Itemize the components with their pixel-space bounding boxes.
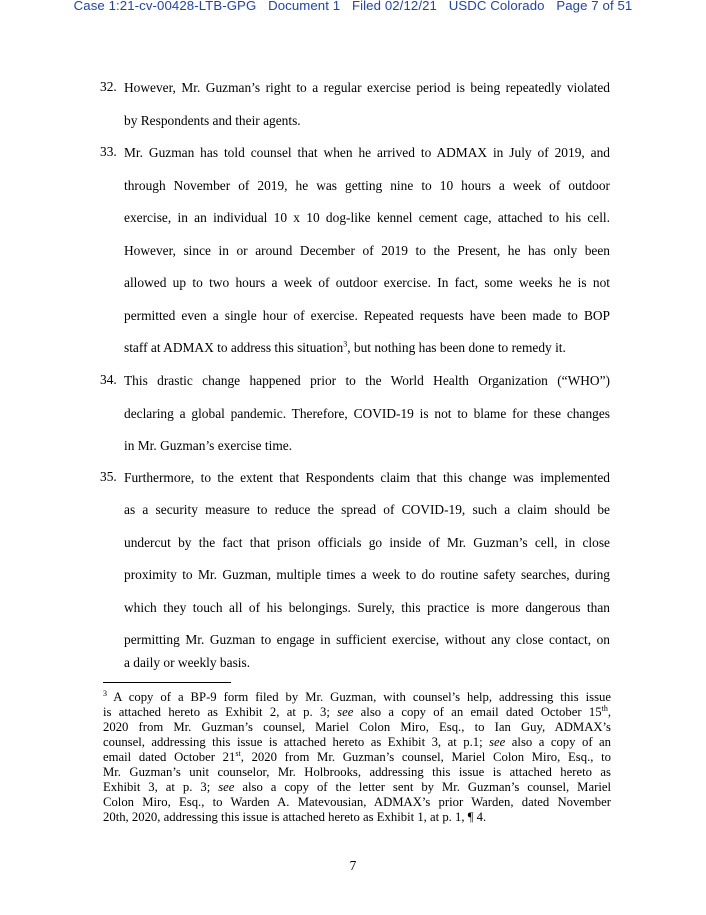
text-line: which they touch all of his belongings. Surely, this practice is more dangerous than bbox=[124, 600, 610, 615]
paragraph-number: 34. bbox=[100, 372, 117, 387]
text-line: in Mr. Guzman’s exercise time. bbox=[124, 438, 293, 453]
text-run: also a copy of the letter sent by Mr. Guzman’s counsel, Mariel bbox=[234, 780, 611, 794]
footnote-line bbox=[103, 735, 611, 750]
text-line: by Respondents and their agents. bbox=[124, 113, 301, 128]
text-line: Furthermore, to the extent that Respondents claim that this change was implemented bbox=[124, 470, 610, 485]
text-line: However, since in or around December of 2019 to the Present, he has only been bbox=[124, 243, 610, 258]
text-line: a daily or weekly basis. bbox=[124, 655, 251, 670]
footnote-line bbox=[103, 705, 611, 720]
text-run: email dated October 21 bbox=[103, 750, 236, 764]
text-run: also a copy of an bbox=[505, 735, 612, 749]
page-of: Page 7 of 51 bbox=[556, 0, 633, 13]
text-line: proximity to Mr. Guzman, multiple times a week to do routine safety searches, during bbox=[124, 567, 610, 582]
text-run: Exhibit 3, at p. 3; bbox=[103, 780, 219, 794]
case-number: Case 1:21-cv-00428-LTB-GPG bbox=[73, 0, 257, 13]
signal-see: see bbox=[218, 780, 235, 794]
text-run: , bbox=[607, 705, 611, 719]
court-name: USDC Colorado bbox=[448, 0, 545, 13]
text-run: , 2020 from Mr. Guzman’s counsel, Mariel Colon Miro, Esq., to bbox=[240, 750, 611, 764]
text-line: declaring a global pandemic. Therefore, COVID-19 is not to blame for these changes bbox=[124, 406, 610, 421]
ordinal-suffix: st bbox=[235, 748, 241, 758]
paragraph-number: 33. bbox=[100, 144, 117, 159]
text-line: However, Mr. Guzman’s right to a regular exercise period is being repeatedly violated bbox=[124, 80, 610, 95]
text-line: permitted even a single hour of exercise. Repeated requests have been made to BOP bbox=[124, 308, 610, 323]
text-run: , but nothing has been done to remedy it. bbox=[347, 340, 566, 355]
footnote-line: 20th, 2020, addressing this issue is attached hereto as Exhibit 1, at p. 1, ¶ 4. bbox=[103, 810, 487, 824]
paragraph-number: 32. bbox=[100, 79, 117, 94]
text-run: staff at ADMAX to address this situation bbox=[124, 340, 344, 355]
footnote-reference: 3 bbox=[343, 339, 348, 349]
text-run: A copy of a BP-9 form filed by Mr. Guzman, with counsel’s help, addressing this issue bbox=[107, 690, 611, 704]
footnote-line: Colon Miro, Esq., to Warden A. Matevousian, ADMAX’s prior Warden, dated November bbox=[103, 795, 611, 809]
text-run: also a copy of an email dated October 15 bbox=[353, 705, 602, 719]
text-line: permitting Mr. Guzman to engage in sufficient exercise, without any close contact, on bbox=[124, 632, 610, 647]
footnote-separator bbox=[103, 682, 231, 683]
case-header bbox=[0, 0, 706, 13]
footnote-line bbox=[103, 690, 611, 705]
page-number: 7 bbox=[349, 858, 357, 873]
filed-date: Filed 02/12/21 bbox=[351, 0, 437, 13]
text-line: as a security measure to reduce the spread of COVID-19, such a claim should be bbox=[124, 502, 610, 517]
document-number: Document 1 bbox=[268, 0, 341, 13]
footnote-line bbox=[103, 750, 611, 765]
signal-see: see bbox=[489, 735, 506, 749]
signal-see: see bbox=[337, 705, 354, 719]
text-line: exercise, in an individual 10 x 10 dog-like kennel cement cage, attached to his cell. bbox=[124, 210, 610, 225]
ordinal-suffix: th bbox=[601, 703, 608, 713]
text-line: Mr. Guzman has told counsel that when he arrived to ADMAX in July of 2019, and bbox=[124, 145, 610, 160]
text-run: counsel, addressing this issue is attached hereto as Exhibit 3, at p.1; bbox=[103, 735, 490, 749]
footnote-marker: 3 bbox=[103, 688, 107, 698]
footnote-line: Mr. Guzman’s unit counselor, Mr. Holbrooks, addressing this issue is attached hereto as bbox=[103, 765, 611, 779]
text-run: is attached hereto as Exhibit 2, at p. 3; bbox=[103, 705, 338, 719]
text-line: undercut by the fact that prison officials go inside of Mr. Guzman’s cell, in close bbox=[124, 535, 610, 550]
text-line bbox=[124, 339, 610, 357]
footnote-line bbox=[103, 780, 611, 795]
footnote-line: 2020 from Mr. Guzman’s counsel, Mariel Colon Miro, Esq., to Ian Guy, ADMAX’s bbox=[103, 720, 611, 734]
text-line: allowed up to two hours a week of outdoor exercise. In fact, some weeks he is not bbox=[124, 275, 610, 290]
paragraph-number: 35. bbox=[100, 469, 117, 484]
text-line: This drastic change happened prior to the World Health Organization (“WHO”) bbox=[124, 373, 610, 388]
text-line: through November of 2019, he was getting nine to 10 hours a week of outdoor bbox=[124, 178, 610, 193]
